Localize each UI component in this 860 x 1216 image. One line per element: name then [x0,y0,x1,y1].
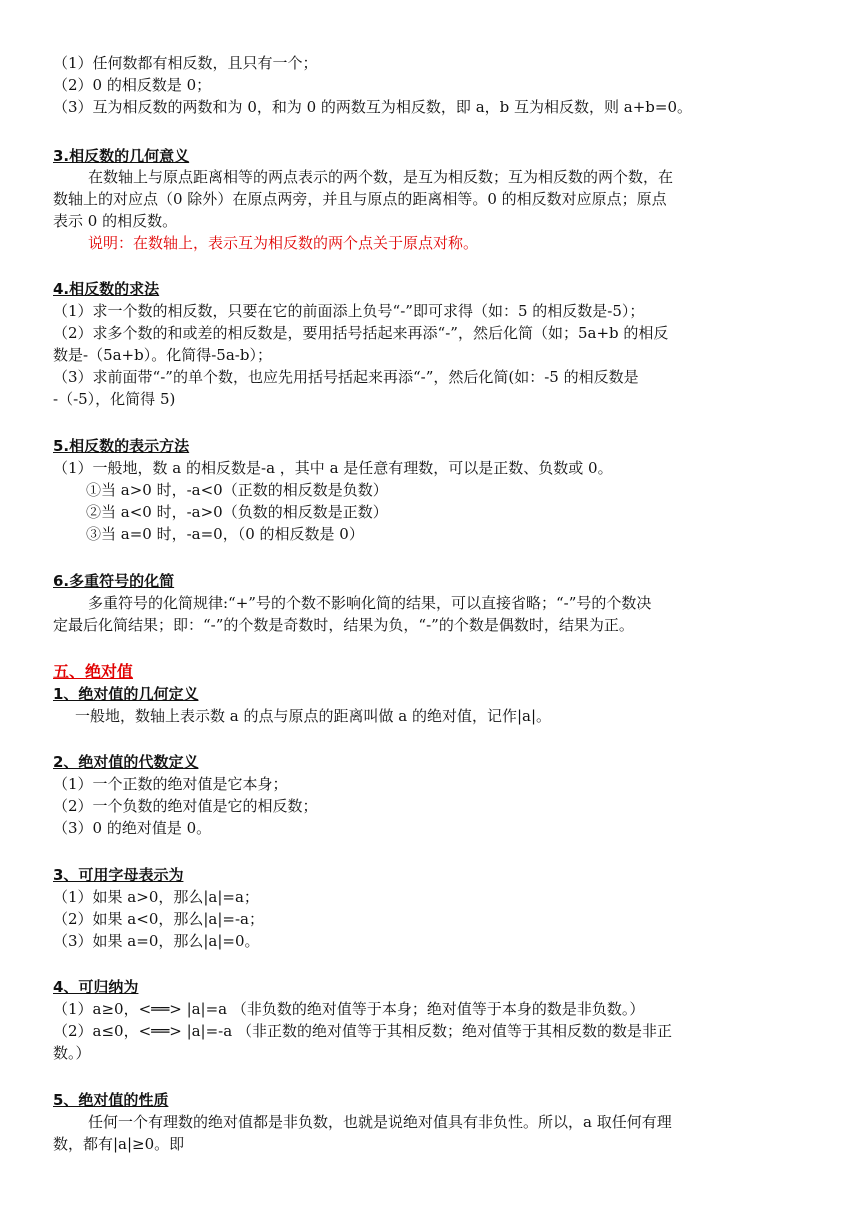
text-line: -（-5），化简得 5) [53,390,176,408]
text-line: ①当 a>0 时，-a<0（正数的相反数是负数） [86,481,388,499]
text-line: 数是-（5a+b）。化简得-5a-b）； [53,346,272,364]
text-line: （2）求多个数的和或差的相反数是，要用括号括起来再添“-”，然后化简（如；5a+b 的相反 [53,324,669,342]
text-line: （3）互为相反数的两数和为 0，和为 0 的两数互为相反数，即 a，b 互为相反数，则 a+b=0。 [53,98,693,116]
text-line: 一般地，数轴上表示数 a 的点与原点的距离叫做 a 的绝对值，记作|a|。 [75,707,552,725]
text-line: （1）a≥0，<══> |a|=a （非负数的绝对值等于本身；绝对值等于本身的数是非负数。） [53,1000,645,1018]
text-line: （1）如果 a>0，那么|a|=a； [53,888,259,906]
section-heading: 2、绝对值的代数定义 [53,753,199,771]
text-line: （2）a≤0，<══> |a|=-a （非正数的绝对值等于其相反数；绝对值等于其相反数的数是非正 [53,1022,672,1040]
text-line: （2）一个负数的绝对值是它的相反数； [53,797,318,815]
section-heading: 3、可用字母表示为 [53,866,184,884]
section-heading: 1、绝对值的几何定义 [53,685,199,703]
text-line: （3）求前面带“-”的单个数，也应先用括号括起来再添“-”，然后化简(如：-5 的相反数是 [53,368,639,386]
text-line: （3）如果 a=0，那么|a|=0。 [53,932,260,950]
section-heading: 3.相反数的几何意义 [53,147,190,165]
text-line: ③当 a=0 时，-a=0，（0 的相反数是 0） [86,525,364,543]
section-heading: 6.多重符号的化简 [53,572,175,590]
text-line: （3）0 的绝对值是 0。 [53,819,212,837]
note-line: 说明：在数轴上，表示互为相反数的两个点关于原点对称。 [88,234,479,252]
text-line: 表示 0 的相反数。 [53,212,178,230]
section-heading: 5、绝对值的性质 [53,1091,169,1109]
text-line: （1）任何数都有相反数，且只有一个； [53,54,318,72]
text-line: 数，都有|a|≥0。即 [53,1135,185,1153]
section-heading: 4.相反数的求法 [53,280,160,298]
text-line: 在数轴上与原点距离相等的两点表示的两个数，是互为相反数；互为相反数的两个数，在 [88,168,674,186]
text-line: （1）一个正数的绝对值是它本身； [53,775,288,793]
text-line: （2）如果 a<0，那么|a|=-a； [53,910,264,928]
text-line: 多重符号的化简规律:“+”号的个数不影响化简的结果，可以直接省略；“-”号的个数决 [88,594,652,612]
section-heading: 4、可归纳为 [53,978,139,996]
text-line: ②当 a<0 时，-a>0（负数的相反数是正数） [86,503,388,521]
text-line: 数轴上的对应点（0 除外）在原点两旁，并且与原点的距离相等。0 的相反数对应原点；原点 [53,190,667,208]
text-line: 任何一个有理数的绝对值都是非负数，也就是说绝对值具有非负性。所以，a 取任何有理 [88,1113,672,1131]
section-heading: 5.相反数的表示方法 [53,437,190,455]
text-line: （2）0 的相反数是 0； [53,76,212,94]
text-line: 数。） [53,1044,91,1062]
chapter-heading: 五、绝对值 [53,662,134,681]
text-line: （1）一般地，数 a 的相反数是-a ，其中 a 是任意有理数，可以是正数、负数或 0。 [53,459,613,477]
text-line: 定最后化简结果；即：“-”的个数是奇数时，结果为负，“-”的个数是偶数时，结果为正。 [53,616,634,634]
text-line: （1）求一个数的相反数，只要在它的前面添上负号“-”即可求得（如：5 的相反数是-5）； [53,302,645,320]
